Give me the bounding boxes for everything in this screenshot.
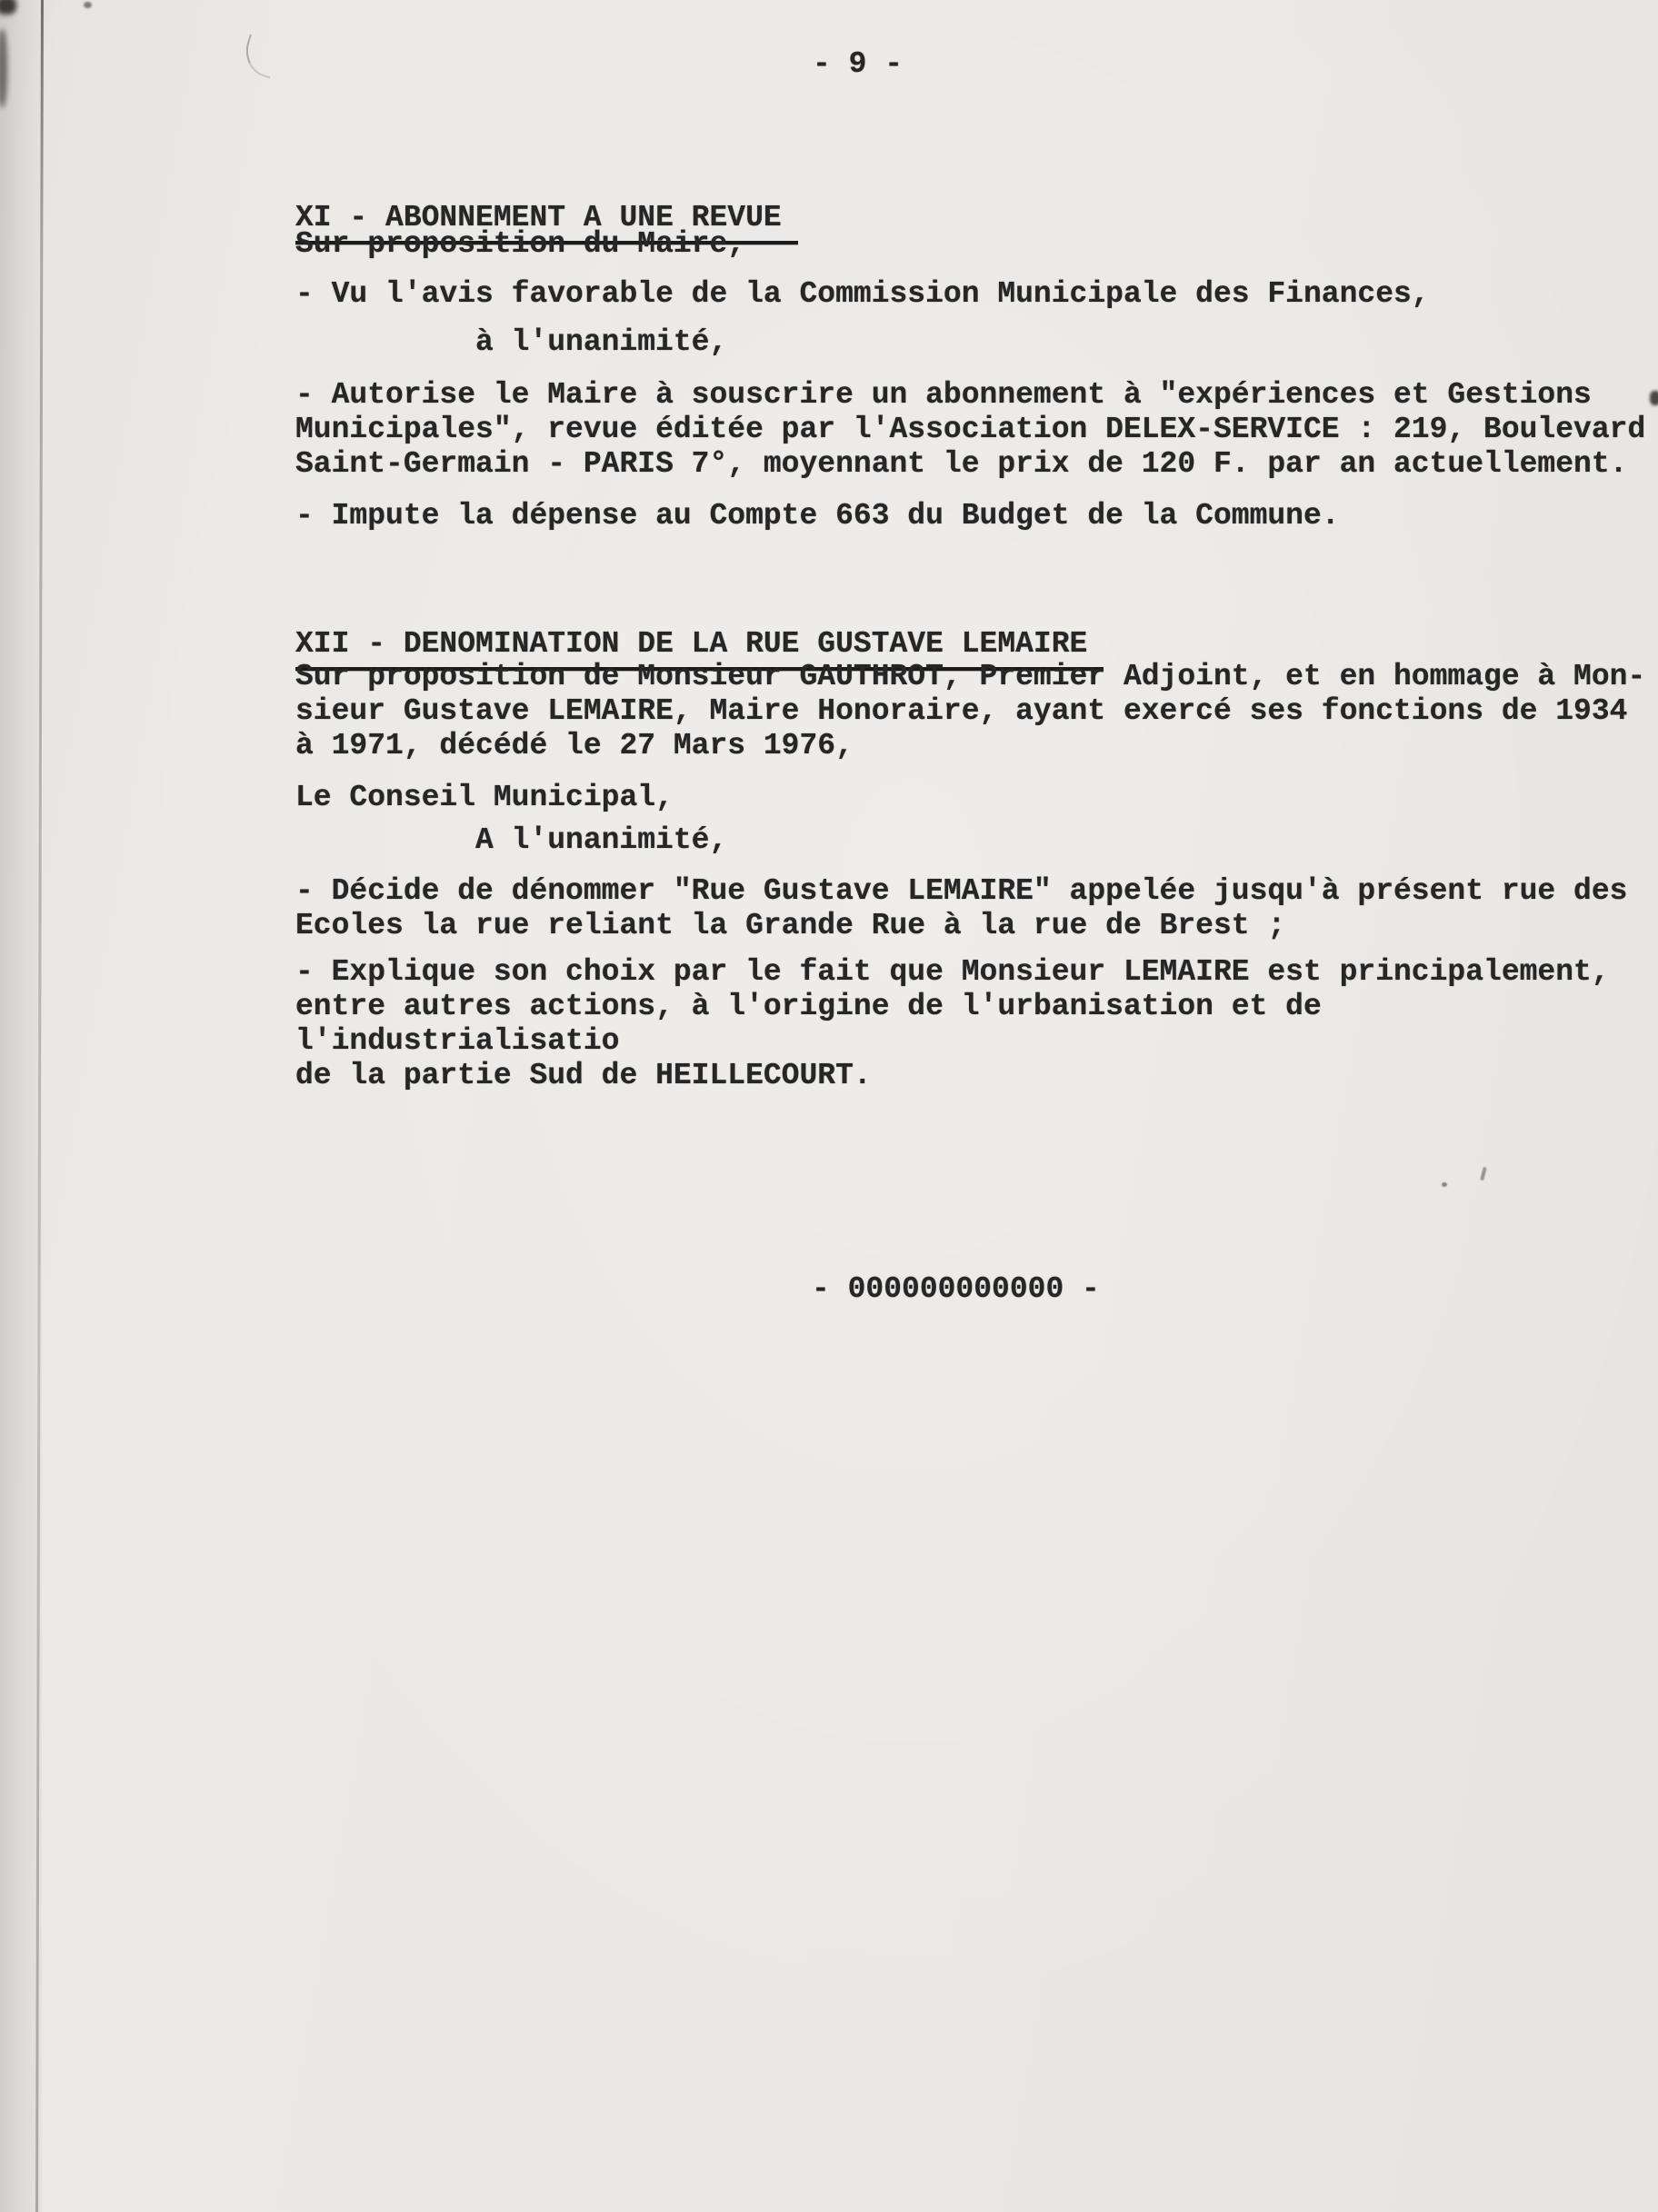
section-xii-paragraph-proposition: Sur proposition de Monsieur GAUTHROT, Premier Adjoint, et en hommage à Mon- sieur Gustave LEMAIRE, Maire Honoraire, ayant exercé ses fonctions de 1934 à 1971, décédé le 27 Mars 1976, xyxy=(295,660,1646,762)
scan-hair-mark xyxy=(239,34,282,78)
section-xi-paragraph-avis: - Vu l'avis favorable de la Commission Municipale des Finances, xyxy=(295,277,1430,311)
scan-speck xyxy=(84,2,92,8)
section-xii-paragraph-explique: - Explique son choix par le fait que Monsieur LEMAIRE est principalement, entre autres actions, à l'origine de l'urbanisation et de l'industrialisatio de la partie Sud de HEILLECOURT. xyxy=(295,955,1610,1092)
section-xi-paragraph-impute: - Impute la dépense au Compte 663 du Budget de la Commune. xyxy=(295,499,1340,533)
section-xii-paragraph-conseil: Le Conseil Municipal, xyxy=(295,781,674,814)
section-xi-heading-text: XI - ABONNEMENT A UNE REVUE xyxy=(295,201,798,244)
scan-stray-tick xyxy=(1480,1167,1487,1181)
scan-corner-blemish xyxy=(0,0,16,15)
page-number: - 9 - xyxy=(813,47,904,81)
section-xii-paragraph-decide: - Décide de dénommer "Rue Gustave LEMAIRE" appelée jusqu'à présent rue des Ecoles la rue reliant la Grande Rue à la rue de Brest ; xyxy=(295,874,1628,942)
section-xi-paragraph-unanimite: à l'unanimité, xyxy=(475,325,728,359)
section-xii-paragraph-unanimite: A l'unanimité, xyxy=(475,823,728,857)
end-separator: - 000000000000 - xyxy=(812,1272,1100,1306)
section-xi-paragraph-proposition: Sur proposition du Maire, xyxy=(295,227,746,261)
section-xi-paragraph-autorise: - Autorise le Maire à souscrire un abonnement à "expériences et Gestions Municipales", revue éditée par l'Association DELEX-SERVICE : 219, Boulevard Saint-Germain - PARIS 7°, moyennant le prix de 120 F. par an actuellement. xyxy=(295,378,1646,481)
section-xii-heading-text: XII - DENOMINATION DE LA RUE GUSTAVE LEMAIRE xyxy=(295,627,1104,671)
scan-right-edge-mark xyxy=(1650,391,1658,405)
scan-stray-dot xyxy=(1442,1182,1447,1187)
